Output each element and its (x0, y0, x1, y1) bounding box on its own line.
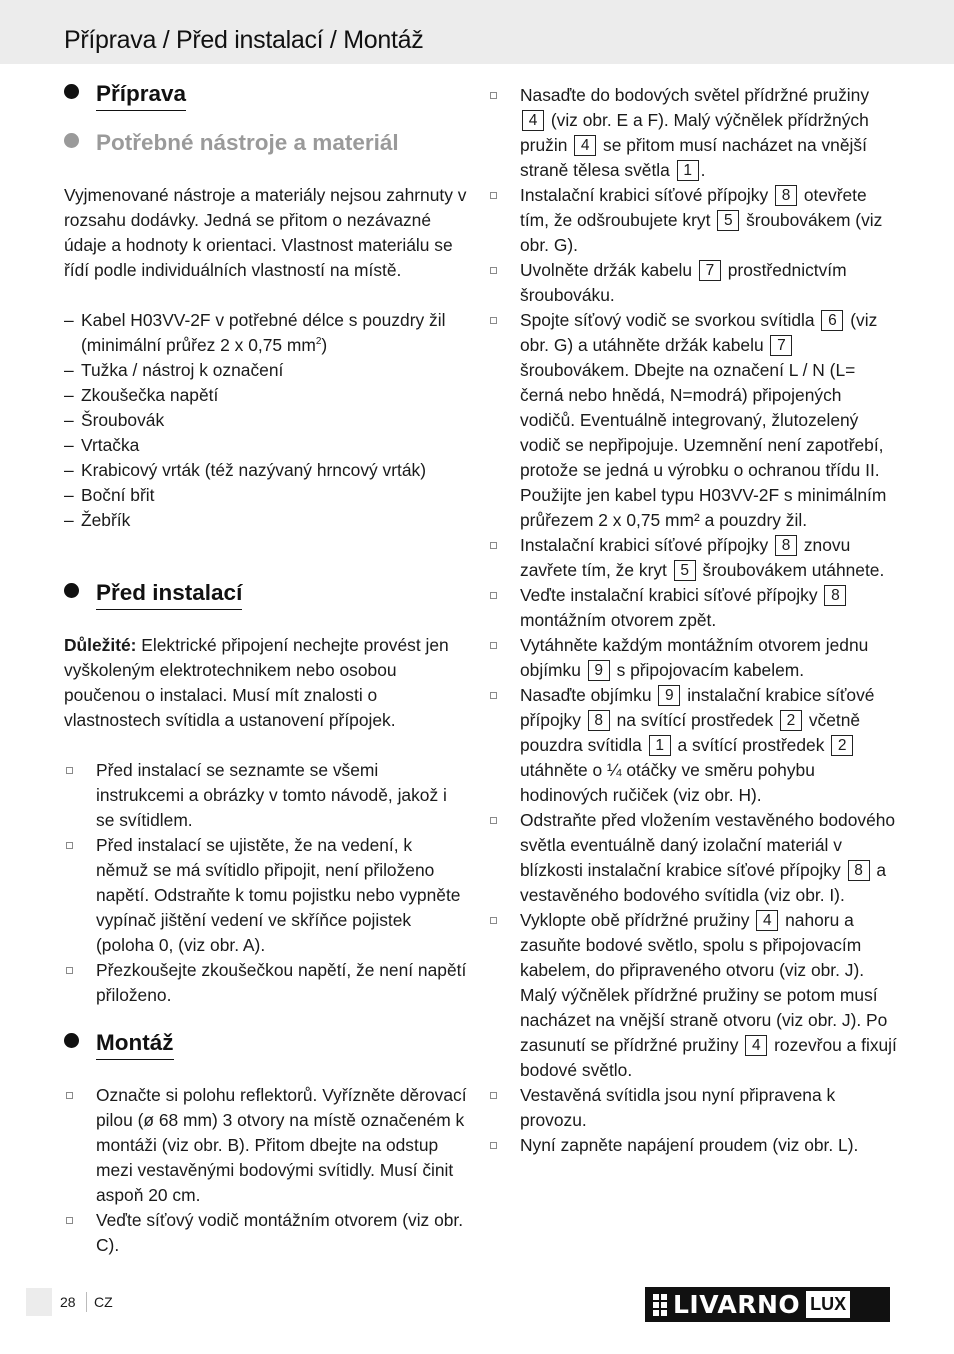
list-item: – Zkoušečka napětí (64, 383, 469, 408)
ref-box: 4 (522, 110, 544, 131)
list-item: Před instalací se seznamte se všemi instrukcemi a obrázky v tomto návodě, jakož i se svítidlem. (64, 758, 469, 833)
checkbox-icon (490, 267, 497, 274)
list-item: – Žebřík (64, 508, 469, 533)
ref-box: 4 (745, 1035, 767, 1056)
heading-priprava: Příprava (64, 79, 186, 111)
list-item: Uvolněte držák kabelu 7 prostřednictvím šroubováku. (488, 258, 898, 308)
list-item: – Kabel H03VV-2F v potřebné délce s pouzdry žil (minimální průřez 2 x 0,75 $mm^2$) (64, 308, 469, 358)
checkbox-icon (66, 1217, 73, 1224)
list-item: – Šroubovák (64, 408, 469, 433)
list-item: – Krabicový vrták (též nazývaný hrncový vrták) (64, 458, 469, 483)
list-item: Nasaďte objímku 9 instalační krabice síťové přípojky 8 na svítící prostředek 2 včetně pouzdra svítidla 1 a svítící prostředek 2 utáhněte o ¼ otáčky ve směru pohybu hodinových ručiček (viz obr. H). (488, 683, 898, 808)
ref-box: 8 (775, 535, 797, 556)
ref-box: 4 (574, 135, 596, 156)
checkbox-icon (490, 317, 497, 324)
list-item: Veďte síťový vodič montážním otvorem (viz obr. C). (64, 1208, 469, 1258)
list-item: Instalační krabici síťové přípojky 8 znovu zavřete tím, že kryt 5 šroubovákem utáhnete. (488, 533, 898, 583)
list-item: Veďte instalační krabici síťové přípojky 8 montážním otvorem zpět. (488, 583, 898, 633)
logo-mark-icon (653, 1294, 667, 1316)
footer-divider (86, 1292, 87, 1312)
checkbox-icon (490, 192, 497, 199)
ref-box: 8 (775, 185, 797, 206)
page-number: 28 (60, 1294, 76, 1310)
ref-box: 1 (649, 735, 671, 756)
checkbox-icon (66, 1092, 73, 1099)
brand-suffix: LUX (806, 1291, 850, 1318)
brand-name: LIVARNO (673, 1290, 801, 1319)
list-item: Nyní zapněte napájení proudem (viz obr. L). (488, 1133, 898, 1158)
checkbox-icon (490, 1092, 497, 1099)
footer-box (26, 1288, 52, 1316)
ref-box: 9 (588, 660, 610, 681)
brand-logo (645, 1287, 890, 1322)
ref-box: 2 (780, 710, 802, 731)
heading-nastroje: Potřebné nástroje a materiál (64, 128, 399, 159)
list-item: Spojte síťový vodič se svorkou svítidla 6 (viz obr. G) a utáhněte držák kabelu 7 šroubovákem. Dbejte na označení L / N (L= černá nebo hnědá, N=modrá) připojených vodičů. Eventuálně integrovaný, žlutozelený vodič se nepřipojuje. Uzemnění není zapotřebí, protože se jedná u výrobku o ochranou třídu II. Použijte jen kabel typu H03VV-2F s minimálním průřezem 2 x 0,75 mm² a pouzdry žil. (488, 308, 898, 533)
ref-box: 9 (658, 685, 680, 706)
checkbox-icon (490, 592, 497, 599)
heading-pred-instalaci: Před instalací (64, 578, 242, 610)
checkbox-icon (66, 767, 73, 774)
checkbox-icon (490, 817, 497, 824)
bullet-dot-icon (64, 1033, 79, 1048)
checkbox-icon (490, 1142, 497, 1149)
ref-box: 5 (674, 560, 696, 581)
list-item: Vytáhněte každým montážním otvorem jednu objímku 9 s připojovacím kabelem. (488, 633, 898, 683)
ref-box: 6 (821, 310, 843, 331)
pred-list (64, 758, 469, 1008)
checkbox-icon (490, 692, 497, 699)
page-title: Příprava / Před instalací / Montáž (64, 26, 424, 54)
list-item: Před instalací se ujistěte, že na vedení, k němuž se má svítidlo připojit, není přiloženo napětí. Odstraňte k tomu pojistku nebo vypněte vypínač jištění vedení ve skříňce pojistek (poloha 0, (viz obr. A). (64, 833, 469, 958)
list-item: Nasaďte do bodových světel přídržné pružiny 4 (viz obr. E a F). Malý výčnělek přídržných pružin 4 se přitom musí nacházet na vnější straně tělesa světla 1 . (488, 83, 898, 183)
steps-list (488, 83, 898, 1158)
heading-montaz: Montáž (64, 1028, 174, 1060)
list-item: – Tužka / nástroj k označení (64, 358, 469, 383)
language-code: CZ (94, 1294, 113, 1310)
bullet-dot-icon (64, 133, 79, 148)
list-item: Instalační krabici síťové přípojky 8 otevřete tím, že odšroubujete kryt 5 šroubovákem (viz obr. G). (488, 183, 898, 258)
ref-box: 7 (699, 260, 721, 281)
bullet-dot-icon (64, 583, 79, 598)
ref-box: 8 (824, 585, 846, 606)
ref-box: 1 (677, 160, 699, 181)
list-item: – Vrtačka (64, 433, 469, 458)
checkbox-icon (66, 842, 73, 849)
ref-box: 2 (831, 735, 853, 756)
list-item: Přezkoušejte zkoušečkou napětí, že není napětí přiloženo. (64, 958, 469, 1008)
list-item: Vyklopte obě přídržné pružiny 4 nahoru a zasuňte bodové světlo, spolu s připojovacím kabelem, do připraveného otvoru (viz obr. J). Malý výčnělek přídržné pružiny se potom musí nacházet na vnější straně otvoru (viz obr. J). Po zasunutí se přídržné pružiny 4 rozevřou a fixují bodové světlo. (488, 908, 898, 1083)
ref-box: 5 (717, 210, 739, 231)
bullet-dot-icon (64, 84, 79, 99)
list-item: Odstraňte před vložením vestavěného bodového světla eventuálně daný izolační materiál v blízkosti instalační krabice síťové přípojky 8 a vestavěného bodového svítidla (viz obr. I). (488, 808, 898, 908)
checkbox-icon (490, 917, 497, 924)
list-item: Vestavěná svítidla jsou nyní připravena k provozu. (488, 1083, 898, 1133)
list-item: Označte si polohu reflektorů. Vyřízněte děrovací pilou (ø 68 mm) 3 otvory na místě označeném k montáži (viz obr. B). Přitom dbejte na odstup mezi vestavěnými bodovými svítidly. Musí činit aspoň 20 cm. (64, 1083, 469, 1208)
ref-box: 8 (588, 710, 610, 731)
ref-box: 7 (770, 335, 792, 356)
important-paragraph: Důležité: Elektrické připojení nechejte provést jen vyškoleným elektrotechnikem nebo osobou poučenou o instalaci. Musí mít znalosti o vlastnostech svítidla a ustanovení přípojek. (64, 635, 449, 730)
checkbox-icon (490, 92, 497, 99)
ref-box: 8 (848, 860, 870, 881)
intro-paragraph: Vyjmenované nástroje a materiály nejsou zahrnuty v rozsahu dodávky. Jedná se přitom o nezávazné údaje a hodnoty k orientaci. Vlastnost materiálu se řídí podle individuálních vlastností na místě. (64, 185, 467, 280)
checkbox-icon (490, 642, 497, 649)
list-item: – Boční břit (64, 483, 469, 508)
montaz-list (64, 1083, 469, 1258)
important-label: Důležité: (64, 635, 137, 655)
tools-list (64, 308, 469, 533)
checkbox-icon (66, 967, 73, 974)
ref-box: 4 (756, 910, 778, 931)
checkbox-icon (490, 542, 497, 549)
